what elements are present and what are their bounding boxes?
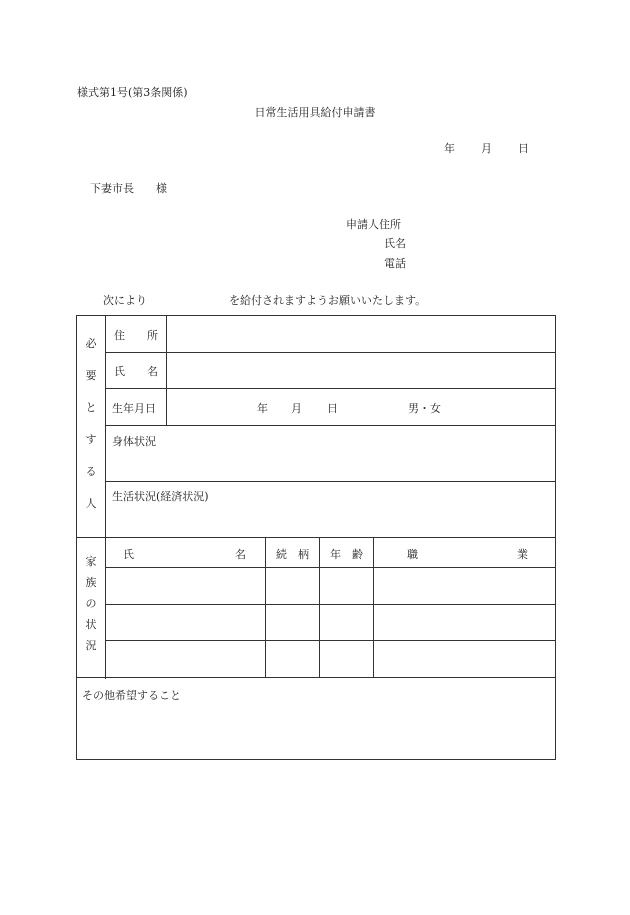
application-date — [444, 140, 529, 156]
family-relation-col: 続 柄 — [276, 548, 309, 561]
application-table — [76, 315, 556, 760]
family-name-col-right: 名 — [235, 548, 246, 561]
request-prefix: 次により — [103, 294, 147, 307]
applicant-address-label: 申請人住所 — [346, 218, 401, 231]
date-day-label: 日 — [518, 142, 529, 155]
birth-day-label: 日 — [327, 402, 338, 415]
family-age-col: 年 齢 — [330, 548, 363, 561]
date-month-label: 月 — [481, 142, 492, 155]
person-birthdate-label: 生年月日 — [112, 402, 156, 415]
birth-year-label: 年 — [257, 402, 268, 415]
person-label-divider — [166, 316, 167, 425]
family-job-col-left: 職 — [407, 548, 418, 561]
person-name-label: 氏 名 — [114, 365, 158, 378]
request-suffix: を給付されますようお願いいたします。 — [229, 294, 427, 307]
page-title: 日常生活用具給付申請書 — [254, 106, 376, 119]
family-job-col-right: 業 — [517, 548, 528, 561]
request-sentence — [103, 292, 426, 308]
addressee: 下妻市長 様 — [90, 182, 167, 195]
family-side-label: 家 族 の 状 況 — [85, 555, 97, 652]
other-requests-label: その他希望すること — [82, 689, 181, 702]
family-name-col-left: 氏 — [123, 548, 134, 561]
physical-condition-label: 身体状況 — [112, 435, 156, 448]
sex-options: 男・女 — [408, 402, 441, 415]
side-label-divider — [105, 316, 106, 679]
applicant-name-label: 氏名 — [384, 237, 406, 250]
birth-month-label: 月 — [291, 402, 302, 415]
applicant-phone-label: 電話 — [384, 257, 406, 270]
person-side-label: 必 要 と す る 人 — [85, 337, 97, 510]
person-address-label: 住 所 — [114, 329, 158, 342]
date-year-label: 年 — [444, 142, 455, 155]
living-condition-label: 生活状況(経済状況) — [112, 490, 209, 503]
form-number: 様式第1号(第3条関係) — [77, 86, 188, 99]
